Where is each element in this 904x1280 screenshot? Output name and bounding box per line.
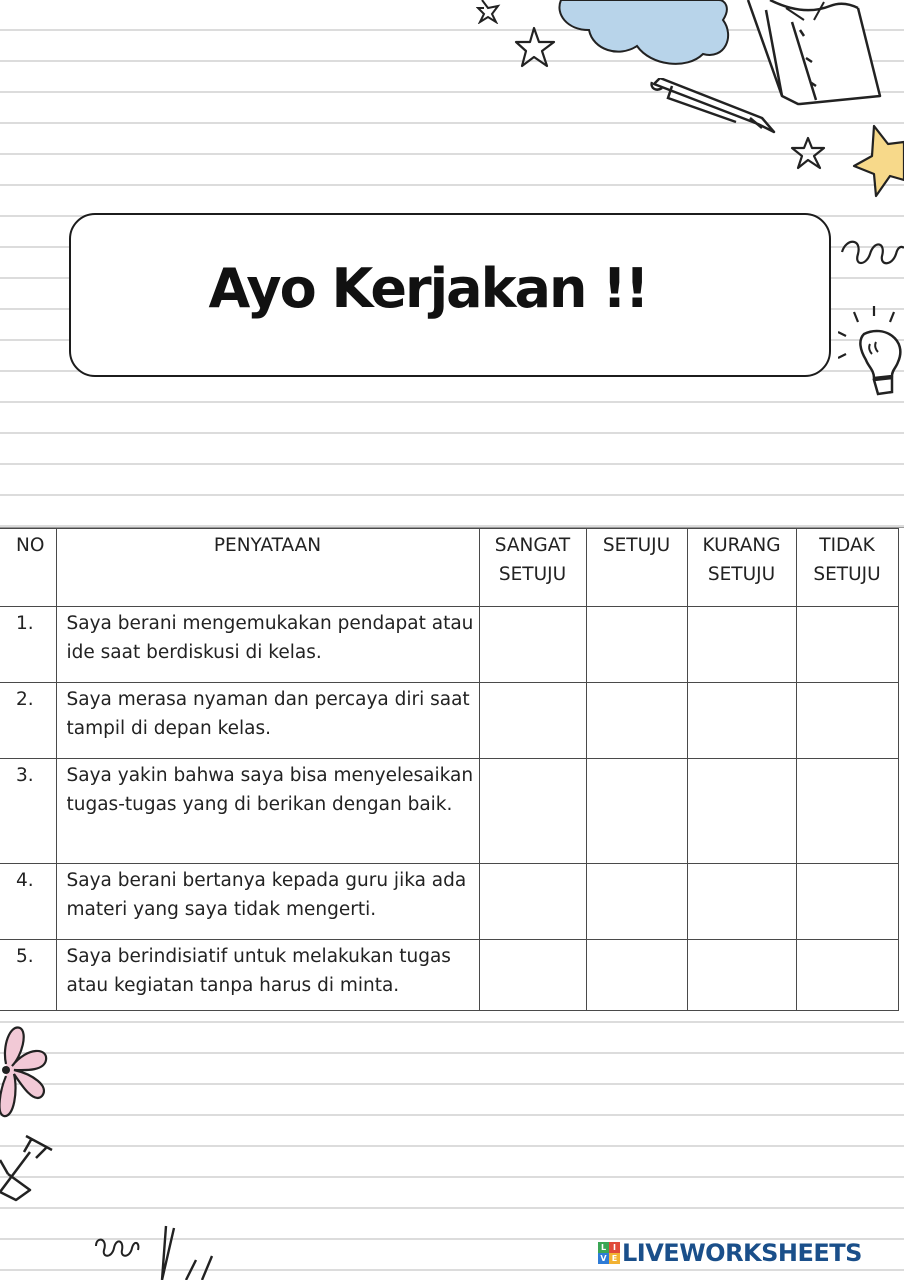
lightbulb-icon: [838, 306, 904, 406]
answer-cell-agree[interactable]: [586, 940, 687, 1011]
answer-cell-disagree[interactable]: [796, 607, 898, 683]
row-statement: Saya merasa nyaman dan percaya diri saat tampil di depan kelas.: [56, 683, 479, 759]
survey-table-wrap: [0, 527, 904, 1004]
squiggle-icon: [92, 1232, 142, 1262]
header-disagree-line1: TIDAK: [819, 535, 875, 556]
row-number: 2.: [0, 683, 56, 759]
cloud-icon: [555, 0, 733, 70]
survey-table: [0, 528, 899, 1011]
answer-cell-agree[interactable]: [586, 607, 687, 683]
answer-cell-disagree[interactable]: [796, 683, 898, 759]
pushpin-icon: [0, 1130, 60, 1204]
answer-cell-less-agree[interactable]: [687, 607, 796, 683]
row-number: 4.: [0, 864, 56, 940]
liveworksheets-icon: [598, 1242, 620, 1264]
header-statement: PENYATAAN: [56, 529, 479, 607]
header-disagree: [796, 529, 898, 607]
answer-cell-strongly-agree[interactable]: [479, 864, 586, 940]
row-statement: Saya yakin bahwa saya bisa menyelesaikan tugas-tugas yang di berikan dengan baik.: [56, 759, 479, 864]
answer-cell-less-agree[interactable]: [687, 864, 796, 940]
liveworksheets-wordmark: LIVEWORKSHEETS: [622, 1239, 862, 1267]
brand-icon-cell: V: [598, 1253, 609, 1264]
answer-cell-less-agree[interactable]: [687, 683, 796, 759]
star-icon: [514, 26, 558, 70]
brand-icon-cell: E: [609, 1253, 620, 1264]
pen-icon: [650, 78, 782, 138]
answer-cell-disagree[interactable]: [796, 864, 898, 940]
table-row: [0, 759, 898, 864]
pencil-icon: [152, 1222, 216, 1280]
star-icon: [852, 122, 904, 200]
flower-icon: [0, 1020, 52, 1118]
table-header-row: [0, 529, 898, 607]
row-statement: Saya berani mengemukakan pendapat atau ide saat berdiskusi di kelas.: [56, 607, 479, 683]
row-statement: Saya berindisiatif untuk melakukan tugas atau kegiatan tanpa harus di minta.: [56, 940, 479, 1011]
table-row: [0, 683, 898, 759]
answer-cell-agree[interactable]: [586, 759, 687, 864]
answer-cell-agree[interactable]: [586, 683, 687, 759]
header-less-agree-line2: SETUJU: [707, 564, 776, 585]
header-disagree-line2: SETUJU: [813, 564, 881, 585]
title-box: [69, 213, 831, 377]
header-strongly-agree: [479, 529, 586, 607]
row-statement: Saya berani bertanya kepada guru jika ada materi yang saya tidak mengerti.: [56, 864, 479, 940]
header-no: NO: [0, 529, 56, 607]
table-row: [0, 940, 898, 1011]
brand-icon-cell: L: [598, 1242, 609, 1253]
answer-cell-agree[interactable]: [586, 864, 687, 940]
header-less-agree-line1: KURANG: [702, 535, 781, 556]
answer-cell-strongly-agree[interactable]: [479, 940, 586, 1011]
header-less-agree: [687, 529, 796, 607]
answer-cell-disagree[interactable]: [796, 759, 898, 864]
answer-cell-strongly-agree[interactable]: [479, 759, 586, 864]
table-row: [0, 607, 898, 683]
star-icon: [476, 0, 510, 24]
star-icon: [790, 136, 830, 172]
answer-cell-strongly-agree[interactable]: [479, 607, 586, 683]
answer-cell-less-agree[interactable]: [687, 940, 796, 1011]
header-strongly-agree-line2: SETUJU: [498, 564, 567, 585]
header-strongly-agree-line1: SANGAT: [494, 535, 571, 556]
header-agree: SETUJU: [586, 529, 687, 607]
answer-cell-disagree[interactable]: [796, 940, 898, 1011]
squiggle-icon: [840, 232, 904, 272]
answer-cell-strongly-agree[interactable]: [479, 683, 586, 759]
page-title: Ayo Kerjakan !!: [208, 256, 648, 320]
row-number: 5.: [0, 940, 56, 1011]
table-row: [0, 864, 898, 940]
brand-icon-cell: I: [609, 1242, 620, 1253]
row-number: 1.: [0, 607, 56, 683]
row-number: 3.: [0, 759, 56, 864]
liveworksheets-logo[interactable]: [598, 1239, 862, 1267]
answer-cell-less-agree[interactable]: [687, 759, 796, 864]
